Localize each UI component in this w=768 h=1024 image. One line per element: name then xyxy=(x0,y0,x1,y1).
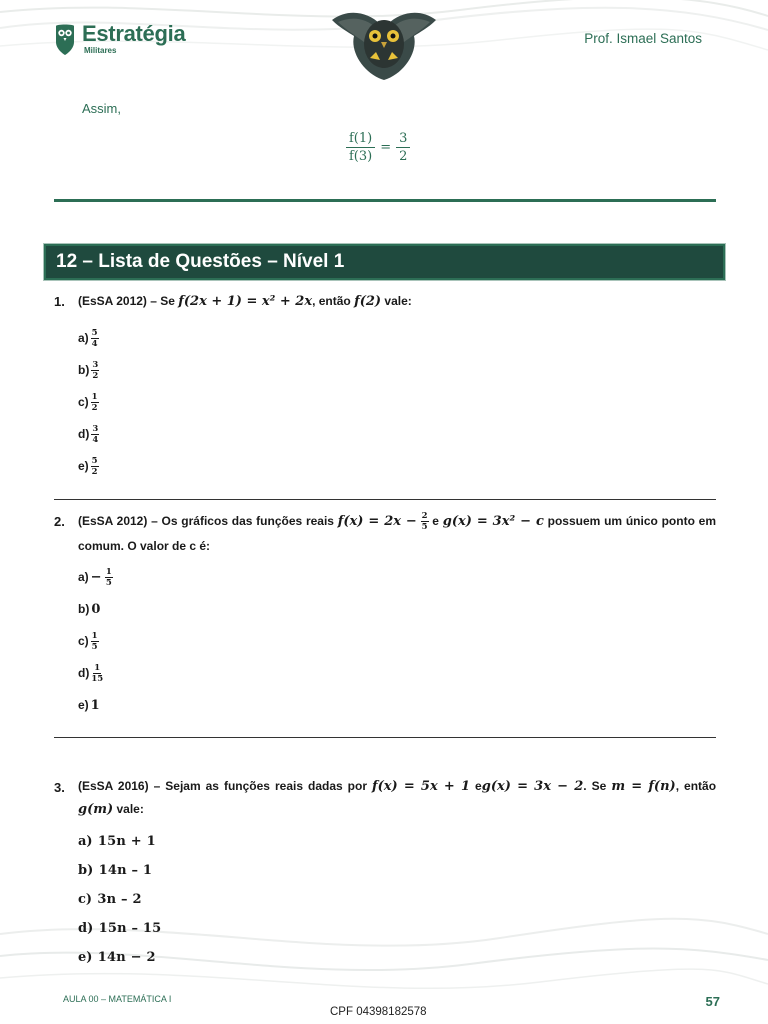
footer-course: AULA 00 – MATEMÁTICA I xyxy=(63,994,172,1004)
intro-formula xyxy=(346,131,410,164)
option-label: a) xyxy=(78,570,89,584)
option-label: c) xyxy=(78,892,93,907)
question-number: 2. xyxy=(54,514,65,529)
fraction-numerator: 3 xyxy=(92,359,99,370)
fraction-numerator: 2 xyxy=(421,511,428,522)
option-value: 3n – 2 xyxy=(97,892,142,907)
question-expression: f(2) xyxy=(354,294,382,309)
fraction-denominator: 5 xyxy=(105,577,112,588)
option-c[interactable] xyxy=(78,386,716,418)
option-label: e) xyxy=(78,698,89,712)
option-label: e) xyxy=(78,950,93,965)
fraction-numerator: 5 xyxy=(91,327,98,338)
fraction-numerator: 1 xyxy=(91,391,98,402)
option-label: d) xyxy=(78,427,90,441)
question-stem-text: , então xyxy=(312,294,355,308)
fraction-denominator: 2 xyxy=(91,402,98,413)
option-a[interactable] xyxy=(78,827,716,856)
option-value: 15n + 1 xyxy=(97,834,156,849)
question-stem-text: e xyxy=(470,779,482,793)
option-b[interactable] xyxy=(78,856,716,885)
option-value: 15n – 15 xyxy=(98,921,162,936)
option-label: b) xyxy=(78,863,94,878)
owl-mascot-icon xyxy=(328,2,440,82)
fraction-numerator: 5 xyxy=(91,455,98,466)
formula-right-numerator: 3 xyxy=(396,131,410,148)
question-stem-text: . Se xyxy=(583,779,612,793)
question-stem xyxy=(78,775,716,821)
option-value: 14n − 2 xyxy=(97,950,156,965)
answer-options xyxy=(54,322,716,482)
option-d[interactable] xyxy=(78,914,716,943)
question-source: (EsSA 2012) – Os gráficos das funções reais xyxy=(78,514,338,528)
option-fraction xyxy=(91,631,99,652)
option-a[interactable] xyxy=(78,322,716,354)
formula-right-denominator: 2 xyxy=(399,149,408,164)
brand-logo xyxy=(54,22,185,56)
question-expression: f(2x + 1) = x² + 2x xyxy=(178,294,313,309)
page-number: 57 xyxy=(705,994,720,1009)
option-fraction xyxy=(91,360,99,381)
option-label: a) xyxy=(78,331,89,345)
option-label: a) xyxy=(78,834,93,849)
fraction-denominator: 5 xyxy=(91,641,98,652)
option-label: c) xyxy=(78,634,89,648)
brand-owl-icon xyxy=(54,22,76,56)
brand-name: Estratégia xyxy=(82,21,186,46)
answer-options xyxy=(54,827,716,972)
intro-text: Assim, xyxy=(82,101,121,116)
option-d[interactable] xyxy=(78,418,716,450)
option-fraction xyxy=(91,328,99,349)
question-expression: g(x) = 3x² − c xyxy=(442,514,544,529)
formula-left-fraction xyxy=(346,131,375,164)
option-d[interactable] xyxy=(78,657,716,689)
question-expression: g(x) = 3x − 2 xyxy=(481,779,584,794)
question-expression: m = f(n) xyxy=(611,779,676,794)
stem-fraction xyxy=(421,511,429,532)
fraction-numerator: 1 xyxy=(91,630,98,641)
question-stem-text: vale: xyxy=(113,802,144,816)
question-stem xyxy=(78,289,716,314)
fraction-denominator: 2 xyxy=(91,466,98,477)
option-value: 1 xyxy=(90,697,100,713)
option-value: 0 xyxy=(91,601,101,617)
answer-options xyxy=(54,561,716,721)
intro-divider xyxy=(54,199,716,202)
question-stem-text: , então xyxy=(675,779,717,793)
option-e[interactable] xyxy=(78,943,716,972)
question-source: (EsSA 2012) – Se xyxy=(78,294,179,308)
option-label: d) xyxy=(78,666,90,680)
question-stem-text: possuem um único ponto em comum. O valor de c é: xyxy=(78,514,717,553)
option-a[interactable] xyxy=(78,561,716,593)
formula-numerator: f(1) xyxy=(346,131,375,148)
question-number: 1. xyxy=(54,294,65,309)
formula-equals: = xyxy=(380,140,392,155)
formula-denominator: f(3) xyxy=(349,149,373,164)
option-label: c) xyxy=(78,395,89,409)
question-stem xyxy=(78,509,716,559)
option-value: 14n – 1 xyxy=(98,863,153,878)
fraction-denominator: 5 xyxy=(421,522,428,533)
option-e[interactable] xyxy=(78,689,716,721)
option-fraction xyxy=(91,424,99,445)
fraction-denominator: 4 xyxy=(92,434,99,445)
fraction-denominator: 2 xyxy=(92,370,99,381)
question-stem-text: e xyxy=(428,514,443,528)
fraction-denominator: 15 xyxy=(91,673,104,684)
option-fraction xyxy=(91,392,99,413)
fraction-denominator: 4 xyxy=(91,338,98,349)
question-source: (EsSA 2016) – Sejam as funções reais dadas por xyxy=(78,779,373,793)
question-3 xyxy=(54,780,716,972)
question-2 xyxy=(54,511,717,721)
option-b[interactable] xyxy=(78,593,716,625)
question-divider xyxy=(54,499,716,500)
question-stem-text: vale: xyxy=(381,294,412,308)
question-expression: f(x) = 5x + 1 xyxy=(372,779,471,794)
section-header xyxy=(44,244,725,280)
formula-right-fraction xyxy=(396,131,410,164)
option-label: d) xyxy=(78,921,94,936)
option-label: b) xyxy=(78,363,90,377)
question-number: 3. xyxy=(54,780,65,795)
fraction-numerator: 1 xyxy=(105,566,112,577)
option-label: e) xyxy=(78,459,89,473)
option-c[interactable] xyxy=(78,885,716,914)
fraction-numerator: 3 xyxy=(92,423,99,434)
question-1 xyxy=(54,294,716,482)
professor-name: Prof. Ismael Santos xyxy=(584,31,702,46)
footer-cpf: CPF 04398182578 xyxy=(330,1006,427,1018)
question-divider xyxy=(54,737,716,738)
question-expression: g(m) xyxy=(78,802,114,817)
option-fraction xyxy=(91,456,99,477)
option-sign: − xyxy=(90,569,102,585)
option-c[interactable] xyxy=(78,625,716,657)
fraction-numerator: 1 xyxy=(94,662,101,673)
question-expression: f(x) = 2x − xyxy=(337,514,417,529)
section-title: 12 – Lista de Questões – Nível 1 xyxy=(56,251,345,272)
option-label: b) xyxy=(78,602,90,616)
option-e[interactable] xyxy=(78,450,716,482)
option-b[interactable] xyxy=(78,354,716,386)
brand-subtitle: Militares xyxy=(84,46,117,55)
option-fraction xyxy=(105,567,113,588)
option-fraction xyxy=(91,663,103,684)
